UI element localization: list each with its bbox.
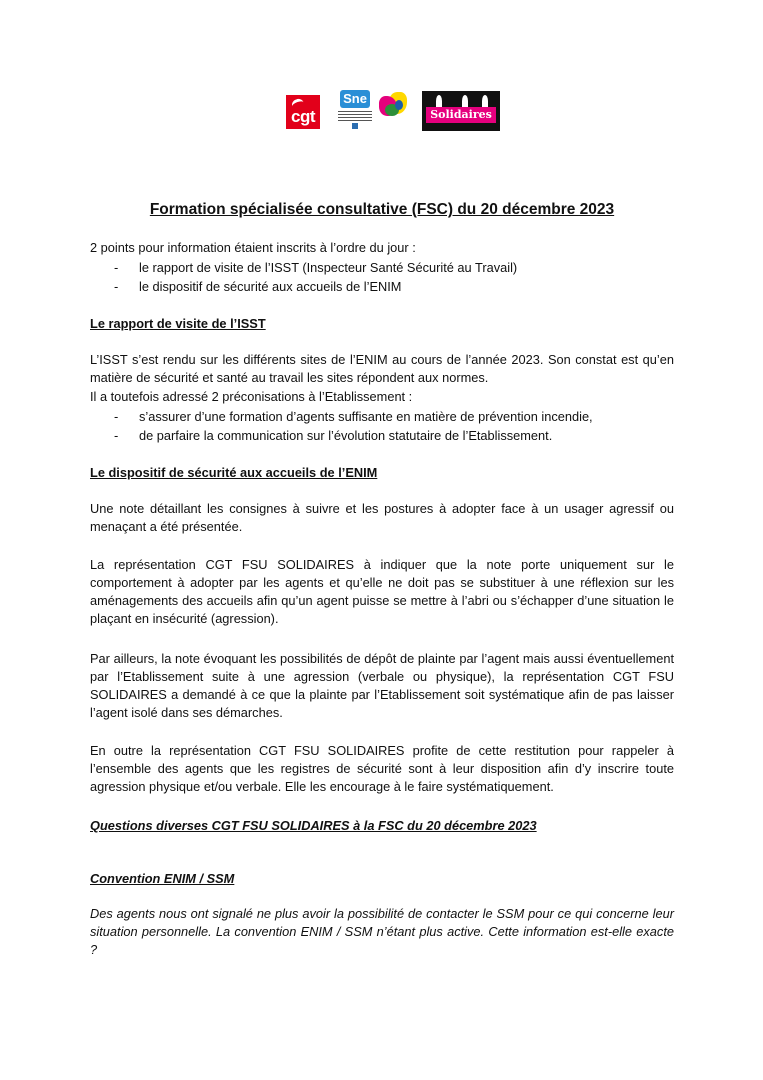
questions-subheading: Convention ENIM / SSM [90,871,235,886]
section-isst-paragraph: L’ISST s’est rendu sur les différents sites de l’ENIM au cours de l’année 2023. Son constat est qu’en matière de sécurité et santé au travail les sites répondent aux normes. [90,352,674,385]
security-paragraph: La représentation CGT FSU SOLIDAIRES à indiquer que la note porte uniquement sur le comportement à adopter par les agents et qu’elle ne doit pas se substituer à une réflexion sur les aménagements des accueils afin qu’un agent puisse se mettre à l’abri ou s’échapper d’une situation le plaçant en insécurité (agression). [90,557,674,626]
solidaires-logo-text: Solidaires [426,107,496,123]
sne-logo-text: Sne [340,90,370,108]
intro-text: 2 points pour information étaient inscrits à l’ordre du jour : [90,240,416,255]
sne-logo [338,90,372,130]
sne-logo-flag [352,123,358,129]
questions-paragraph: Des agents nous ont signalé ne plus avoir la possibilité de contacter le SSM pour ce qui concerne leur situation personnelle. La convention ENIM / SSM n’étant plus active. Cette information est-elle exacte ? [90,906,674,957]
cgt-logo [286,95,320,129]
security-paragraph: Par ailleurs, la note évoquant les possibilités de dépôt de plainte par l’agent mais aussi éventuellement par l’Etablissement suite à une agression (verbale ou physique), la représentation CGT FSU SOLIDAIRES a demandé à ce que la plainte par l’Etablissement soit systématique afin de pas laisser l’agent isolé dans ses démarches. [90,651,674,720]
document-title: Formation spécialisée consultative (FSC) du 20 décembre 2023 [149,201,615,218]
security-paragraph: Une note détaillant les consignes à suivre et les postures à adopter face à un usager agressif ou menaçant a été présentée. [90,501,674,534]
fsu-logo [379,92,409,120]
security-paragraph: En outre la représentation CGT FSU SOLIDAIRES profite de cette restitution pour rappeler à l’ensemble des agents que les registres de sécurité sont à leur disposition afin d’y inscrire toute agression physique et/ou verbale. Elle les encourage à le faire systématiquement. [90,743,674,794]
section-heading-security: Le dispositif de sécurité aux accueils de l’ENIM [90,465,378,480]
solidaires-logo [422,91,500,131]
logo-bar [0,89,763,133]
cgt-logo-text: cgt [291,107,315,126]
questions-heading: Questions diverses CGT FSU SOLIDAIRES à la FSC du 20 décembre 2023 [90,818,537,833]
sne-logo-subtitle [338,111,372,121]
section-heading-isst: Le rapport de visite de l’ISST [90,316,266,331]
section-isst-lead: Il a toutefois adressé 2 préconisations à l’Etablissement : [90,389,413,404]
